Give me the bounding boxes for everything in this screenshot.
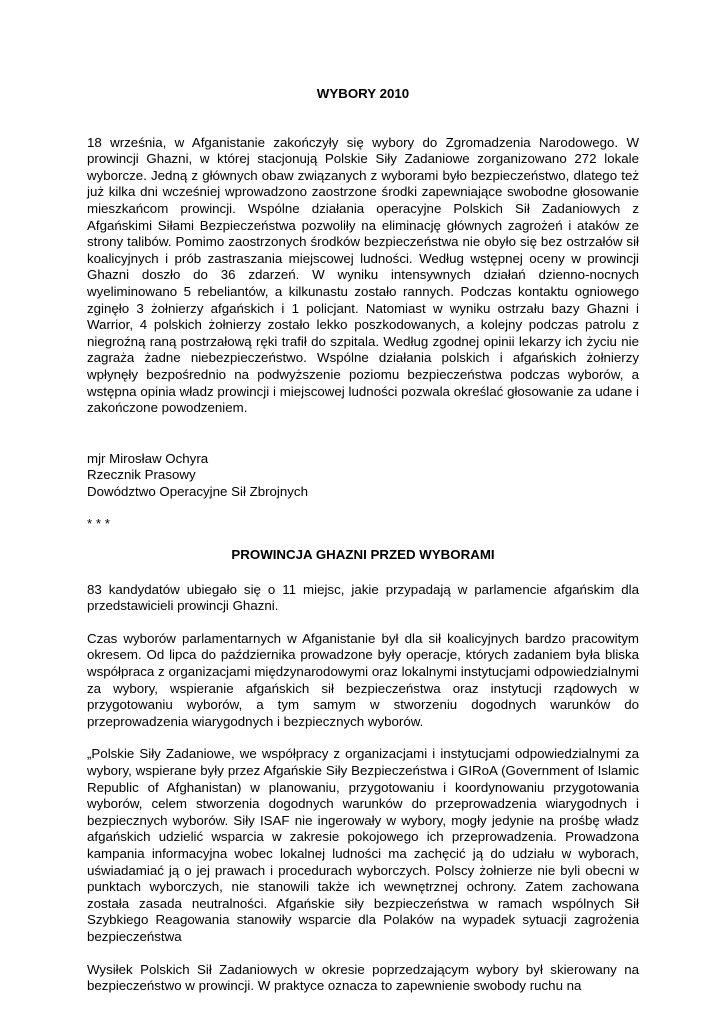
signature-name: mjr Mirosław Ochyra: [87, 450, 209, 466]
section-paragraph: „Polskie Siły Zadaniowe, we współpracy z organizacjami i instytucjami odpowiedzialnymi za wybory, wspierane były przez Afgańskie Siły Bezpieczeństwa i GIRoA (Government of Islamic Republic of Afghanistan) w planowaniu, przygotowaniu i koordynowaniu przygotowania wyborów, celem stworzenia dogodnych warunków do przeprowadzenia wiarygodnych i bezpiecznych wyborów. Siły ISAF nie ingerowały w wybory, mogły jedynie na prośbę władz afgańskich udzielić wsparcia w zakresie pokojowego ich przeprowadzenia. Prowadzona kampania informacyjna wobec lokalnej ludności ma zachęcić ją do udziału w wyborach, uświadamiać ją o jej prawach i procedurach wyborczych. Polscy żołnierze nie byli obecni w punktach wyborczych, nie stanowili także ich wewnętrznej ochrony. Zatem zachowana została zasada neutralności. Afgańskie siły bezpieczeństwa w ramach wspólnych Sił Szybkiego Reagowania stanowiły wsparcie dla Polaków na wypadek sytuacji zagrożenia bezpieczeństwa: [87, 746, 639, 944]
intro-paragraph: 18 września, w Afganistanie zakończyły się wybory do Zgromadzenia Narodowego. W prowincji Ghazni, w której stacjonują Polskie Siły Zadaniowe zorganizowano 272 lokale wyborcze. Jedną z głównych obaw związanych z wyborami było bezpieczeństwo, dlatego też już kilka dni wcześniej wprowadzono zaostrzone środki zapewniające swobodne głosowanie mieszkańcom prowincji. Wspólne działania operacyjne Polskich Sił Zadaniowych z Afgańskimi Siłami Bezpieczeństwa pozwoliły na eliminację głównych zagrożeń i ataków ze strony talibów. Pomimo zaostrzonych środków bezpieczeństwa nie obyło się bez ostrzałów sił koalicyjnych i prób zastraszania miejscowej ludności. Według wstępnej oceny w prowincji Ghazni doszło do 36 zdarzeń. W wyniku intensywnych działań dzienno-nocnych wyeliminowano 5 rebeliantów, a kilkunastu zostało rannych. Podczas kontaktu ogniowego zginęło 3 żołnierzy afgańskich i 1 policjant. Natomiast w wyniku ostrzału bazy Ghazni i Warrior, 4 polskich żołnierzy zostało lekko poszkodowanych, a kolejny podczas patrolu z niegroźną raną postrzałową ręki trafił do szpitala. Według zgodnej opinii lekarzy ich życiu nie zagraża żadne niebezpieczeństwo. Wspólne działania polskich i afgańskich żołnierzy wpłynęły bezpośrednio na podwyższenie poziomu bezpieczeństwa podczas wyborów, a wstępna opinia władz prowincji i miejscowej ludności pozwala określać głosowanie za udane i zakończone powodzeniem.: [87, 134, 639, 416]
section-title: PROWINCJA GHAZNI PRZED WYBORAMI: [231, 547, 495, 563]
signature-block: [87, 451, 639, 501]
section-paragraph: 83 kandydatów ubiegało się o 11 miejsc, jakie przypadają w parlamencie afgańskim dla przedstawicieli prowincji Ghazni.: [87, 581, 639, 614]
section-paragraph: Czas wyborów parlamentarnych w Afganistanie był dla sił koalicyjnych bardzo pracowitym okresem. Od lipca do października prowadzone były operacje, których zadaniem była bliska współpraca z organizacjami międzynarodowymi oraz lokalnymi instytucjami odpowiedzialnymi za wybory, wspieranie afgańskich sił bezpieczeństwa oraz instytucji rządowych w przygotowaniu wyborów, a tym samym w stworzeniu dogodnych warunków do przeprowadzenia wiarygodnych i bezpiecznych wyborów.: [87, 630, 639, 729]
page-title: WYBORY 2010: [316, 86, 410, 101]
signature-unit: Dowództwo Operacyjne Sił Zbrojnych: [87, 483, 308, 499]
document-page: [87, 86, 639, 995]
signature-role: Rzecznik Prasowy: [87, 467, 196, 483]
section-paragraph: Wysiłek Polskich Sił Zadaniowych w okresie poprzedzającym wybory był skierowany na bezpieczeństwo w prowincji. W praktyce oznacza to zapewnienie swobody ruchu na: [87, 961, 639, 994]
section-separator: * * *: [87, 516, 110, 532]
